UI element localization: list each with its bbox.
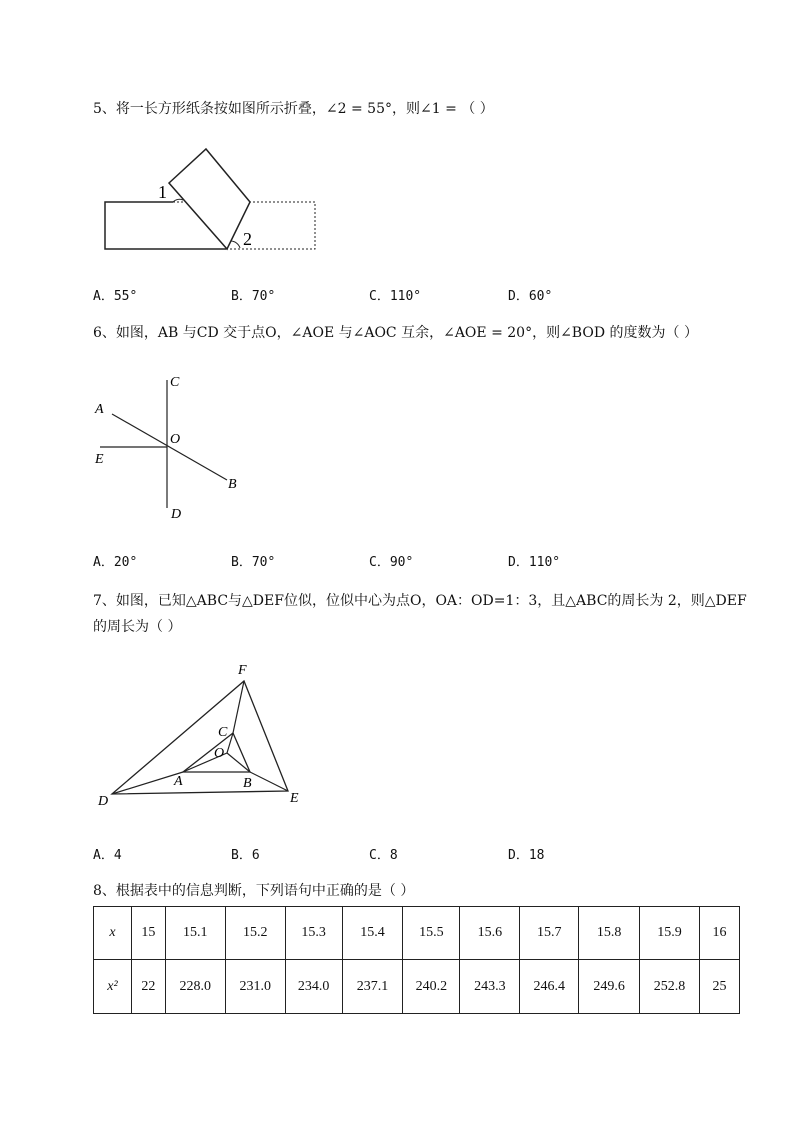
q8-text: 8、根据表中的信息判断，下列语句中正确的是（ ） <box>93 883 415 899</box>
table-cell: 15.1 <box>165 907 225 960</box>
q7-label-d: D <box>98 794 109 809</box>
table-cell: 15.4 <box>342 907 403 960</box>
q7-label-a: A <box>174 774 183 789</box>
table-cell: 15.5 <box>403 907 460 960</box>
q6-text: 6、如图，AB 与CD 交于点O，∠AOE 与∠AOC 互余，∠AOE = 20°，则∠BOD 的度数为（ ） <box>93 325 698 341</box>
table-cell: 22 <box>131 960 165 1014</box>
table-cell: 234.0 <box>285 960 342 1014</box>
q5-text: 5、将一长方形纸条按如图所示折叠，∠2 = 55°，则∠1 = （ ） <box>93 101 494 117</box>
q6-option-d[interactable]: D．110° <box>508 555 561 570</box>
table-cell: 16 <box>700 907 740 960</box>
q7-label-f: F <box>238 663 247 678</box>
table-cell: 15.3 <box>285 907 342 960</box>
q7-text-line2: 的周长为（ ） <box>93 619 182 635</box>
q7-text-line1: 7、如图，已知△ABC与△DEF位似，位似中心为点O，OA：OD=1：3，且△ABC的周长为 2，则△DEF <box>93 593 747 609</box>
q5-option-d[interactable]: D．60° <box>508 289 553 304</box>
table-row <box>94 960 740 1014</box>
table-cell: 15.8 <box>579 907 640 960</box>
table-cell: 15.9 <box>640 907 700 960</box>
table-row <box>94 907 740 960</box>
table-header-cell: x <box>94 907 132 960</box>
q8-table <box>93 906 740 1014</box>
q6-label-o: O <box>170 432 181 447</box>
q7-label-c: C <box>218 725 228 740</box>
table-cell: 231.0 <box>225 960 285 1014</box>
q7-label-b: B <box>243 776 252 791</box>
q7-figure <box>92 660 312 810</box>
q6-label-a: A <box>95 402 104 417</box>
table-cell: 228.0 <box>165 960 225 1014</box>
table-header-cell: x² <box>94 960 132 1014</box>
table-cell: 252.8 <box>640 960 700 1014</box>
table-cell: 15.6 <box>460 907 520 960</box>
q7-option-d[interactable]: D．18 <box>508 848 545 863</box>
q7-option-c[interactable]: C．8 <box>369 848 398 863</box>
table-cell: 237.1 <box>342 960 403 1014</box>
table-cell: 15.2 <box>225 907 285 960</box>
q6-label-e: E <box>95 452 104 467</box>
q5-option-b[interactable]: B．70° <box>231 289 276 304</box>
q5-option-a[interactable]: A．55° <box>93 289 138 304</box>
q5-figure <box>100 145 320 255</box>
q7-option-b[interactable]: B．6 <box>231 848 260 863</box>
q5-option-c[interactable]: C．110° <box>369 289 422 304</box>
q6-label-d: D <box>171 507 182 522</box>
table-cell: 246.4 <box>520 960 579 1014</box>
q6-figure <box>90 370 250 525</box>
q7-option-a[interactable]: A．4 <box>93 848 122 863</box>
q6-option-b[interactable]: B．70° <box>231 555 276 570</box>
q6-label-c: C <box>170 375 180 390</box>
table-cell: 249.6 <box>579 960 640 1014</box>
table-cell: 243.3 <box>460 960 520 1014</box>
q5-label-2: 2 <box>243 229 252 249</box>
table-cell: 15.7 <box>520 907 579 960</box>
q7-label-e: E <box>290 791 299 806</box>
q6-option-c[interactable]: C．90° <box>369 555 414 570</box>
q5-label-1: 1 <box>158 182 167 202</box>
table-cell: 15 <box>131 907 165 960</box>
q7-label-o: O <box>214 746 225 761</box>
table-cell: 240.2 <box>403 960 460 1014</box>
table-cell: 25 <box>700 960 740 1014</box>
q6-option-a[interactable]: A．20° <box>93 555 138 570</box>
q6-label-b: B <box>228 477 237 492</box>
